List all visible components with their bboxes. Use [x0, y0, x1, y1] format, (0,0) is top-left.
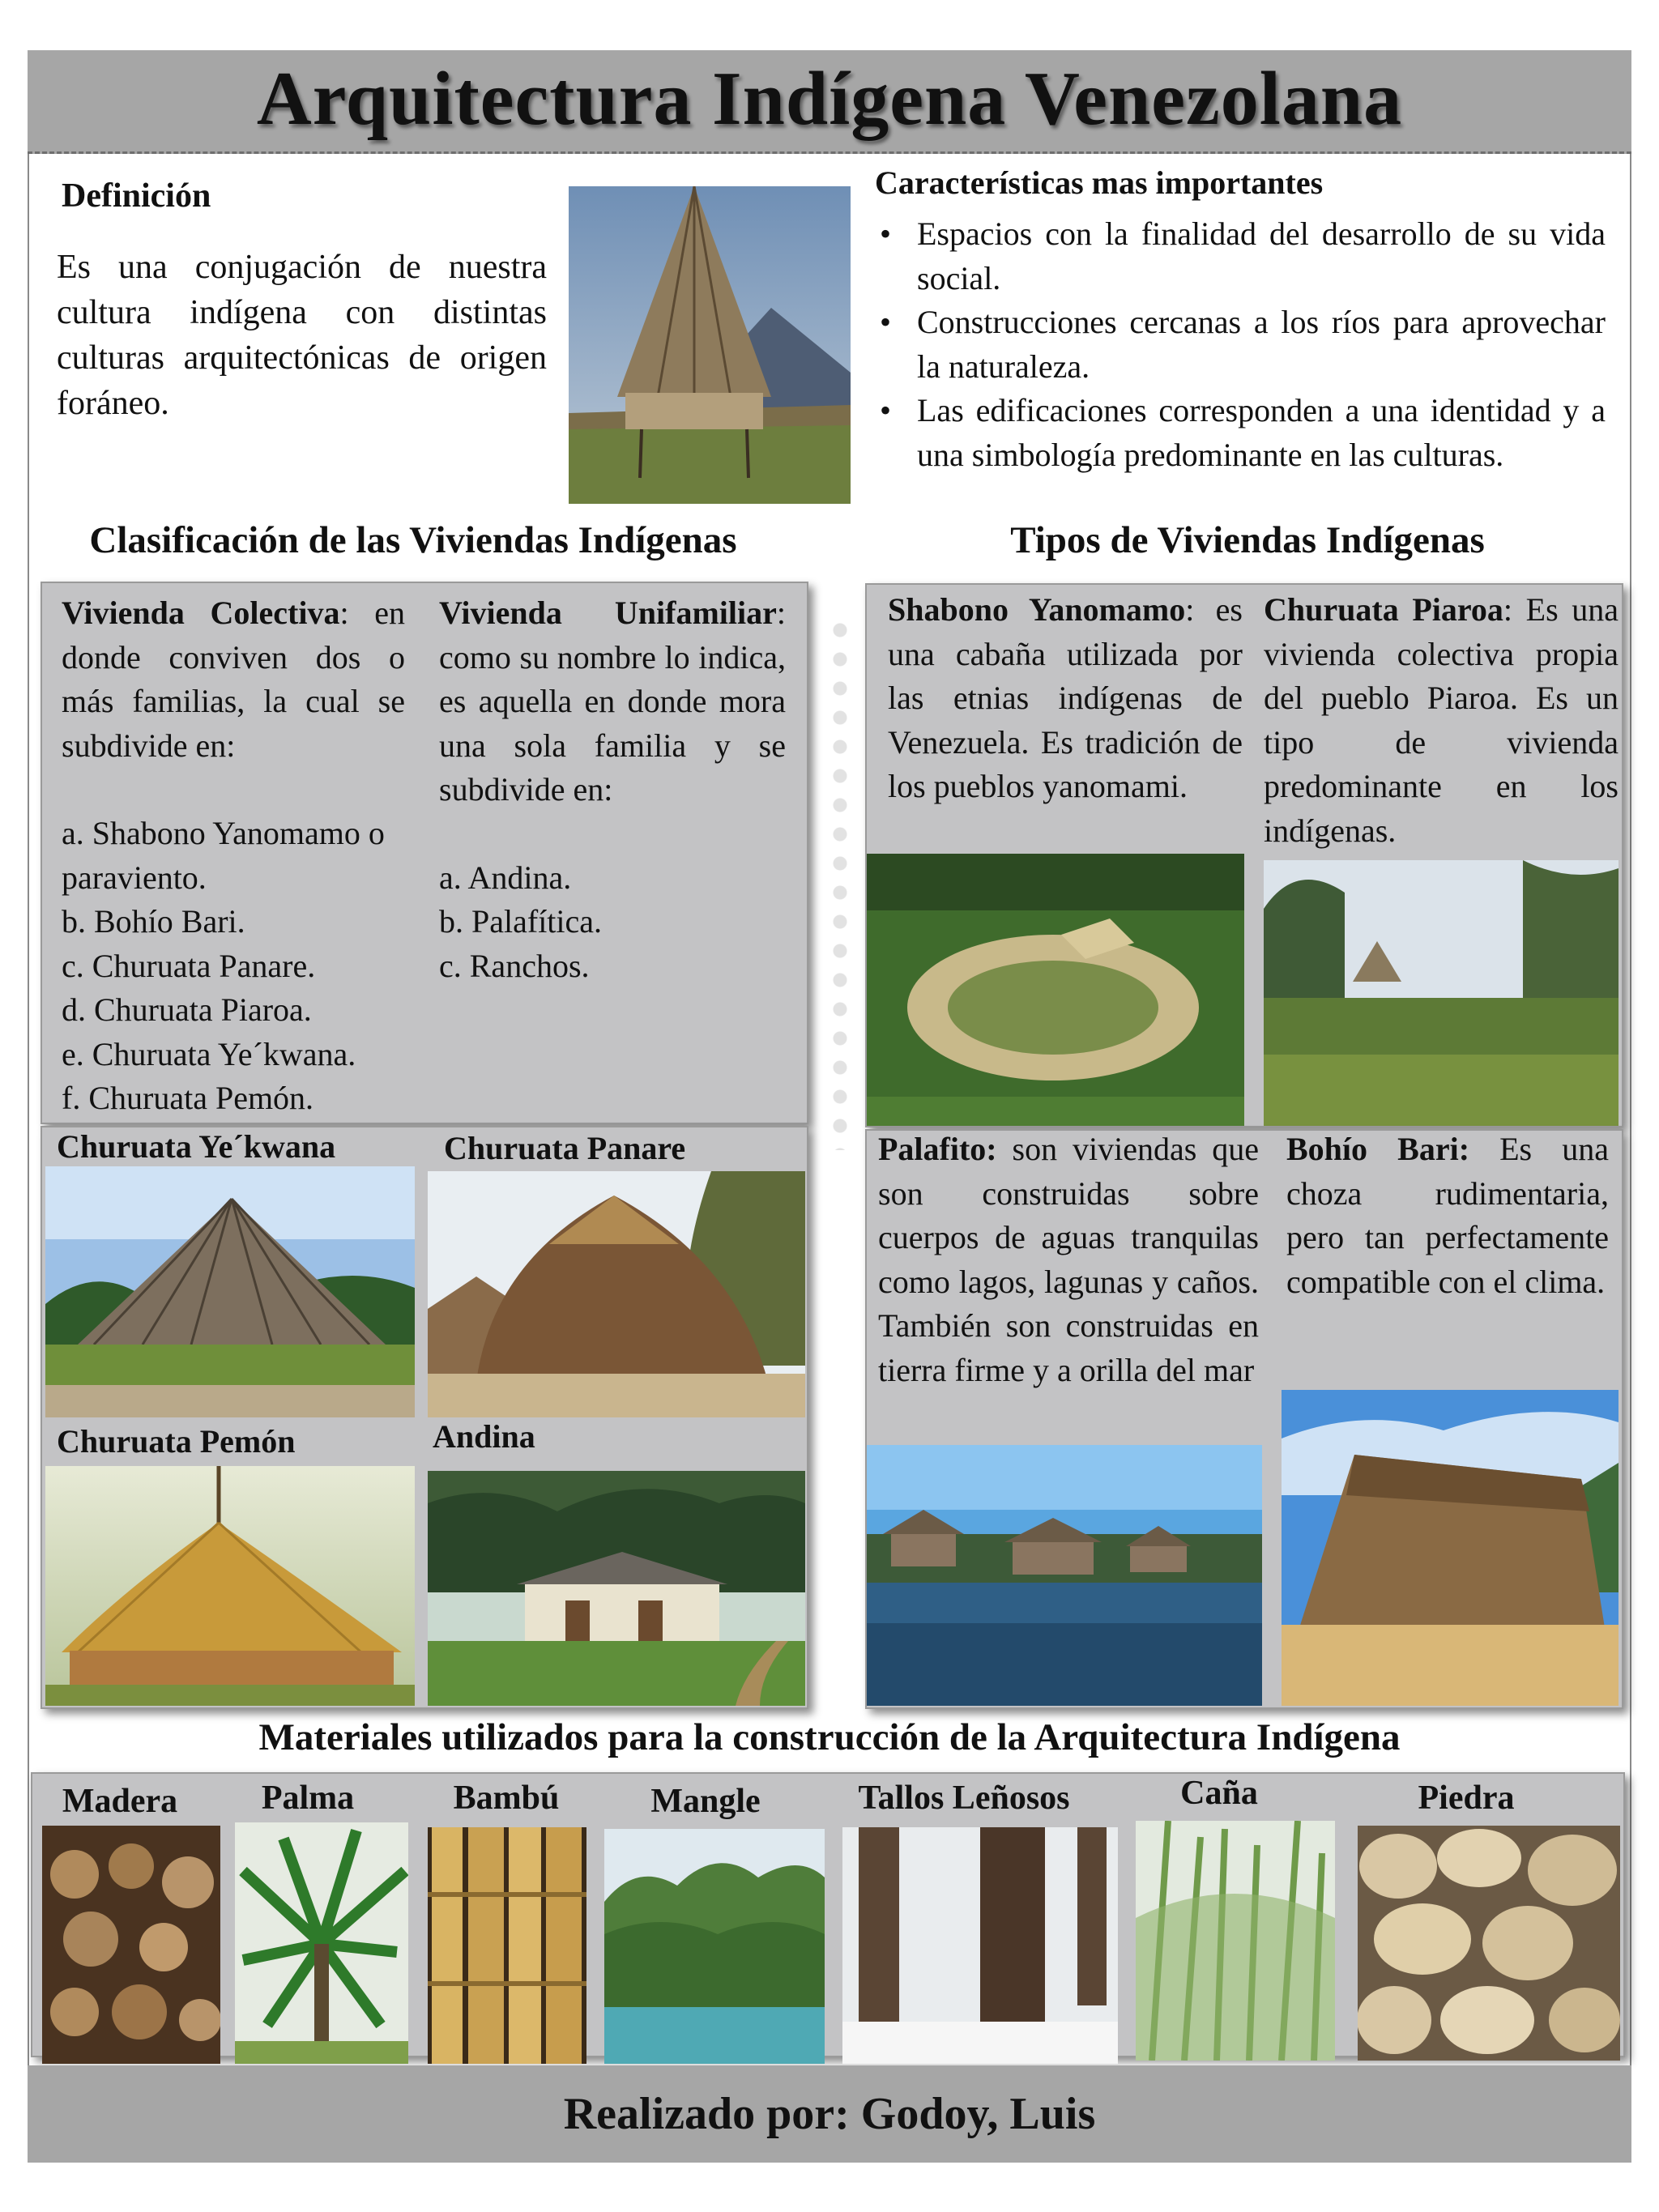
- palafito-block: [878, 1127, 1259, 1392]
- colectiva-item: e. Churuata Ye´kwana.: [62, 1035, 356, 1072]
- unifamiliar-item: a. Andina.: [439, 859, 572, 896]
- pemon-photo: [45, 1466, 415, 1706]
- cana-photo: [1136, 1821, 1335, 2061]
- title-bar: [28, 50, 1631, 154]
- mangle-photo: [604, 1829, 825, 2064]
- author-credit: Realizado por: Godoy, Luis: [563, 2089, 1096, 2139]
- madera-photo: [42, 1826, 220, 2064]
- bohio-photo: [1282, 1390, 1618, 1706]
- dot-pattern: [826, 616, 859, 1150]
- material-label-tallos: Tallos Leñosos: [858, 1779, 1070, 1817]
- bohio-block: [1286, 1127, 1609, 1304]
- bohio-desc: Es una choza rudimentaria, pero tan perfectamente compatible con el clima.: [1286, 1131, 1609, 1300]
- colectiva-item: a. Shabono Yanomamo o paraviento.: [62, 815, 385, 896]
- footer-bar: [28, 2065, 1631, 2163]
- material-label-mangle: Mangle: [650, 1783, 761, 1820]
- palafito-desc: son viviendas que son construidas sobre cuerpos de aguas tranquilas como lagos, lagunas y caños. También son construidas en tierra firme y a orilla del mar: [878, 1131, 1259, 1388]
- andina-photo: [428, 1471, 805, 1706]
- caracteristica-item: • Espacios con la finalidad del desarrollo de su vida social.: [875, 212, 1606, 300]
- page-title: Arquitectura Indígena Venezolana: [256, 57, 1403, 141]
- unifamiliar-desc: : como su nombre lo indica, es aquella en donde mora una sola familia y se subdivide en:: [439, 595, 786, 808]
- unifamiliar-block: [439, 591, 786, 988]
- piaroa-block: [1264, 588, 1618, 853]
- material-label-bambu: Bambú: [453, 1779, 560, 1817]
- hut-photo: [569, 186, 851, 504]
- definicion-text: Es una conjugación de nuestra cultura indígena con distintas culturas arquitectónicas de origen foráneo.: [57, 249, 547, 422]
- tipos-heading: Tipos de Viviendas Indígenas: [1010, 519, 1485, 561]
- pemon-label: Churuata Pemón: [57, 1423, 296, 1460]
- yekwana-label: Churuata Ye´kwana: [57, 1128, 336, 1165]
- shabono-photo: [867, 854, 1244, 1126]
- colectiva-item: b. Bohío Bari.: [62, 903, 245, 940]
- colectiva-block: [62, 591, 405, 1121]
- piaroa-desc: : Es una vivienda colectiva propia del pueblo Piaroa. Es un tipo de vivienda predominante en los indígenas.: [1264, 591, 1619, 849]
- unifamiliar-item: b. Palafítica.: [439, 903, 603, 940]
- tallos-photo: [842, 1827, 1118, 2064]
- caracteristicas-heading: Características mas importantes: [875, 164, 1324, 201]
- bambu-photo: [428, 1827, 586, 2064]
- shabono-desc: : es una cabaña utilizada por las etnias indígenas de Venezuela. Es tradición de los pueblos yanomami.: [888, 591, 1243, 804]
- colectiva-item: f. Churuata Pemón.: [62, 1080, 314, 1116]
- piaroa-term: Churuata Piaroa: [1264, 591, 1503, 628]
- bohio-term: Bohío Bari:: [1286, 1131, 1470, 1167]
- caracteristica-item: • Construcciones cercanas a los ríos para aprovechar la naturaleza.: [875, 300, 1606, 389]
- colectiva-term: Vivienda Colectiva: [62, 595, 340, 631]
- unifamiliar-item: c. Ranchos.: [439, 947, 590, 984]
- material-label-piedra: Piedra: [1418, 1779, 1515, 1817]
- shabono-block: [888, 588, 1243, 809]
- caracteristica-item: • Las edificaciones corresponden a una identidad y a una simbología predominante en las culturas.: [875, 389, 1606, 477]
- clasificacion-heading: Clasificación de las Viviendas Indígenas: [89, 519, 737, 561]
- palafito-term: Palafito:: [878, 1131, 997, 1167]
- material-label-madera: Madera: [62, 1783, 178, 1820]
- material-label-cana: Caña: [1180, 1775, 1258, 1812]
- colectiva-item: d. Churuata Piaroa.: [62, 991, 312, 1028]
- colectiva-desc: : en donde conviven dos o más familias, la cual se subdivide en:: [62, 595, 405, 764]
- material-label-palma: Palma: [261, 1779, 355, 1817]
- panare-label: Churuata Panare: [444, 1130, 686, 1166]
- piaroa-photo: [1264, 860, 1618, 1126]
- definicion-heading: Definición: [62, 177, 211, 215]
- palma-photo: [235, 1822, 408, 2064]
- materiales-heading: Materiales utilizados para la construcción de la Arquitectura Indígena: [258, 1716, 1401, 1758]
- caracteristicas-list: [875, 212, 1606, 477]
- colectiva-item: c. Churuata Panare.: [62, 947, 316, 984]
- shabono-term: Shabono Yanomamo: [888, 591, 1186, 628]
- andina-label: Andina: [433, 1418, 535, 1455]
- panare-photo: [428, 1171, 805, 1417]
- unifamiliar-term: Vivienda Unifamiliar: [439, 595, 777, 631]
- yekwana-photo: [45, 1166, 415, 1417]
- palafito-photo: [867, 1445, 1262, 1706]
- piedra-photo: [1358, 1826, 1620, 2061]
